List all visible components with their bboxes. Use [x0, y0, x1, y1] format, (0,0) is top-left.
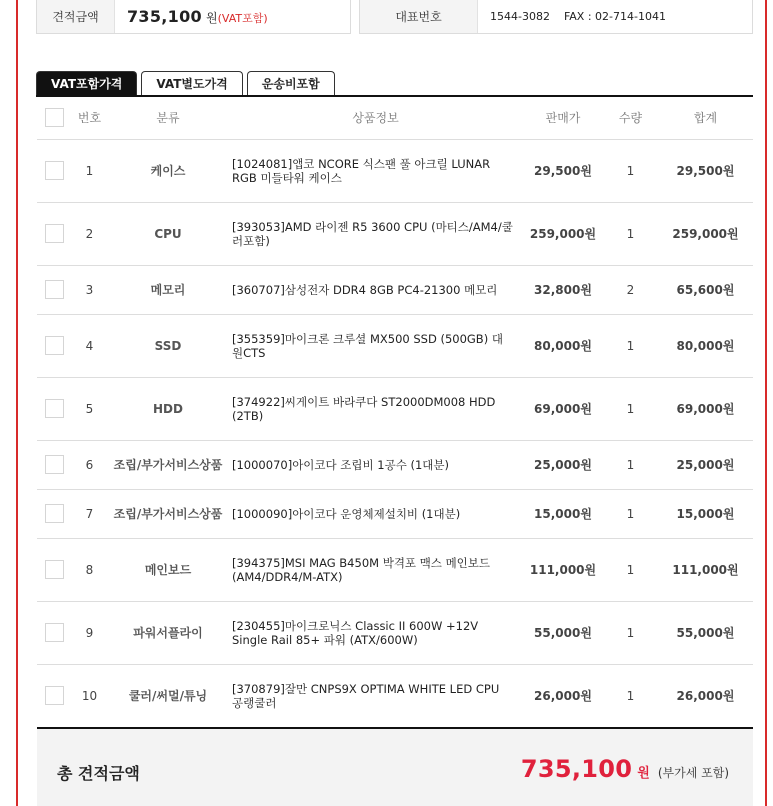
row-total: 111,000원 — [658, 538, 753, 601]
row-select-cell — [37, 314, 71, 377]
header-qty: 수량 — [603, 97, 658, 139]
row-product-info[interactable]: [1000090]아이코다 운영체제설치비 (1대분) — [228, 489, 523, 538]
row-product-info[interactable]: [370879]잘만 CNPS9X OPTIMA WHITE LED CPU 공랭쿨러 — [228, 664, 523, 727]
table-header-row — [37, 97, 753, 139]
total-label: 총 견적금액 — [57, 764, 140, 783]
row-price: 111,000원 — [523, 538, 603, 601]
header-price: 판매가 — [523, 97, 603, 139]
row-price: 25,000원 — [523, 440, 603, 489]
total-amount-group — [521, 755, 729, 783]
table-row — [37, 664, 753, 727]
select-all-checkbox[interactable] — [45, 108, 64, 127]
row-qty: 1 — [603, 601, 658, 664]
total-unit: 원 — [637, 766, 650, 781]
estimate-label: 견적금액 — [37, 0, 115, 33]
row-price: 69,000원 — [523, 377, 603, 440]
row-checkbox[interactable] — [45, 504, 64, 523]
row-select-cell — [37, 265, 71, 314]
row-category: 메인보드 — [108, 538, 228, 601]
phone-label: 대표번호 — [360, 0, 478, 33]
row-qty: 1 — [603, 202, 658, 265]
row-price: 55,000원 — [523, 601, 603, 664]
estimate-table — [37, 97, 753, 728]
total-amount: 735,100 — [520, 755, 633, 783]
row-total: 29,500원 — [658, 139, 753, 202]
row-total: 69,000원 — [658, 377, 753, 440]
row-qty: 1 — [603, 139, 658, 202]
row-category: CPU — [108, 202, 228, 265]
row-select-cell — [37, 538, 71, 601]
row-no: 10 — [71, 664, 108, 727]
tab-vat-excluded[interactable]: VAT별도가격 — [141, 71, 242, 95]
estimate-amount: 735,100 — [127, 7, 202, 26]
left-frame-border — [0, 0, 18, 806]
table-row — [37, 377, 753, 440]
row-select-cell — [37, 664, 71, 727]
table-row — [37, 265, 753, 314]
row-product-info[interactable]: [230455]마이크로닉스 Classic II 600W +12V Single Rail 85+ 파워 (ATX/600W) — [228, 601, 523, 664]
price-tabs — [36, 71, 335, 95]
row-checkbox[interactable] — [45, 224, 64, 243]
total-vat-note: (부가세 포함) — [657, 766, 729, 780]
row-checkbox[interactable] — [45, 336, 64, 355]
estimate-value — [115, 7, 268, 26]
row-total: 259,000원 — [658, 202, 753, 265]
row-product-info[interactable]: [355359]마이크론 크루셜 MX500 SSD (500GB) 대원CTS — [228, 314, 523, 377]
row-qty: 1 — [603, 538, 658, 601]
row-category: 쿨러/써멀/튜닝 — [108, 664, 228, 727]
contact-summary — [359, 0, 753, 34]
row-checkbox[interactable] — [45, 399, 64, 418]
row-no: 9 — [71, 601, 108, 664]
row-no: 1 — [71, 139, 108, 202]
row-product-info[interactable]: [394375]MSI MAG B450M 박격포 맥스 메인보드 (AM4/DDR4/M-ATX) — [228, 538, 523, 601]
table-row — [37, 538, 753, 601]
row-category: 메모리 — [108, 265, 228, 314]
total-footer — [37, 727, 753, 806]
table-row — [37, 202, 753, 265]
row-checkbox[interactable] — [45, 686, 64, 705]
row-qty: 1 — [603, 664, 658, 727]
row-price: 259,000원 — [523, 202, 603, 265]
table-row — [37, 314, 753, 377]
row-checkbox[interactable] — [45, 560, 64, 579]
estimate-summary — [36, 0, 351, 34]
row-no: 4 — [71, 314, 108, 377]
row-qty: 1 — [603, 377, 658, 440]
row-category: HDD — [108, 377, 228, 440]
row-no: 6 — [71, 440, 108, 489]
row-product-info[interactable]: [374922]씨게이트 바라쿠다 ST2000DM008 HDD (2TB) — [228, 377, 523, 440]
row-category: 조립/부가서비스상품 — [108, 489, 228, 538]
row-checkbox[interactable] — [45, 280, 64, 299]
row-no: 2 — [71, 202, 108, 265]
table-row — [37, 440, 753, 489]
table-row — [37, 601, 753, 664]
select-all-cell — [37, 97, 71, 139]
row-price: 26,000원 — [523, 664, 603, 727]
row-price: 15,000원 — [523, 489, 603, 538]
row-total: 80,000원 — [658, 314, 753, 377]
header-product-info: 상품정보 — [228, 97, 523, 139]
row-price: 80,000원 — [523, 314, 603, 377]
row-checkbox[interactable] — [45, 455, 64, 474]
row-select-cell — [37, 601, 71, 664]
row-qty: 1 — [603, 489, 658, 538]
header-total: 합계 — [658, 97, 753, 139]
estimate-unit: 원 — [205, 11, 218, 25]
row-total: 55,000원 — [658, 601, 753, 664]
table-row — [37, 139, 753, 202]
contact-value — [478, 10, 666, 23]
row-product-info[interactable]: [360707]삼성전자 DDR4 8GB PC4-21300 메모리 — [228, 265, 523, 314]
row-category: 파워서플라이 — [108, 601, 228, 664]
row-select-cell — [37, 202, 71, 265]
row-no: 8 — [71, 538, 108, 601]
fax-number: FAX : 02-714-1041 — [563, 10, 666, 23]
tab-shipping-included[interactable]: 운송비포함 — [247, 71, 335, 95]
table-row — [37, 489, 753, 538]
row-total: 15,000원 — [658, 489, 753, 538]
row-checkbox[interactable] — [45, 623, 64, 642]
header-category: 분류 — [108, 97, 228, 139]
row-product-info[interactable]: [1000070]아이코다 조립비 1공수 (1대분) — [228, 440, 523, 489]
row-total: 26,000원 — [658, 664, 753, 727]
row-category: 케이스 — [108, 139, 228, 202]
estimate-vat-note: (VAT포함) — [217, 12, 268, 25]
row-no: 3 — [71, 265, 108, 314]
right-frame-border — [765, 0, 773, 806]
row-select-cell — [37, 139, 71, 202]
row-qty: 1 — [603, 440, 658, 489]
row-qty: 2 — [603, 265, 658, 314]
row-price: 29,500원 — [523, 139, 603, 202]
row-no: 5 — [71, 377, 108, 440]
row-product-info[interactable]: [1024081]앱코 NCORE 식스팬 풀 아크릴 LUNAR RGB 미들타워 케이스 — [228, 139, 523, 202]
row-total: 25,000원 — [658, 440, 753, 489]
row-category: 조립/부가서비스상품 — [108, 440, 228, 489]
header-no: 번호 — [71, 97, 108, 139]
row-qty: 1 — [603, 314, 658, 377]
row-category: SSD — [108, 314, 228, 377]
phone-number: 1544-3082 — [490, 10, 550, 23]
row-select-cell — [37, 377, 71, 440]
row-total: 65,600원 — [658, 265, 753, 314]
row-select-cell — [37, 440, 71, 489]
row-product-info[interactable]: [393053]AMD 라이젠 R5 3600 CPU (마티스/AM4/쿨러포함) — [228, 202, 523, 265]
tab-vat-included[interactable]: VAT포함가격 — [36, 71, 137, 95]
row-price: 32,800원 — [523, 265, 603, 314]
row-no: 7 — [71, 489, 108, 538]
row-checkbox[interactable] — [45, 161, 64, 180]
row-select-cell — [37, 489, 71, 538]
